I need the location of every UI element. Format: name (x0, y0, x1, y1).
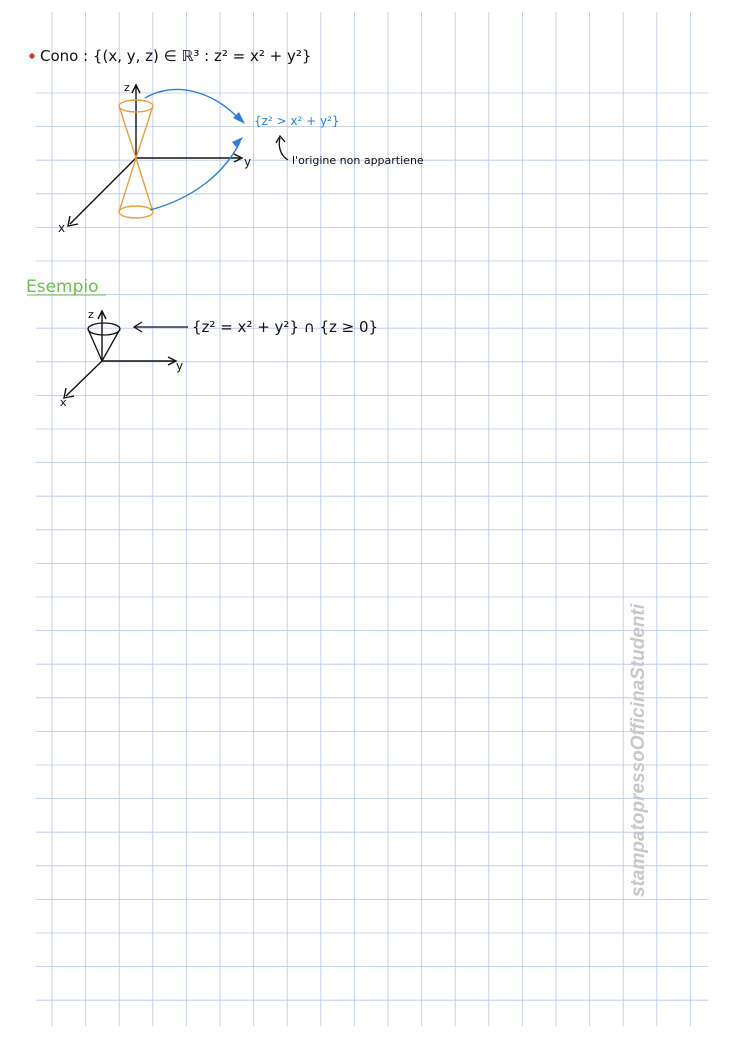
axis-x-label-2: x (60, 396, 67, 409)
axis-z-label-1: z (124, 81, 130, 94)
half-cone-axes (64, 311, 176, 398)
cone-heading: Cono : {(x, y, z) ∈ ℝ³ : z² = x² + y²} (40, 47, 312, 65)
axis-y-label-1: y (244, 155, 252, 169)
half-cone-shape (88, 323, 120, 361)
bullet-dot (29, 53, 34, 58)
interior-arrows (145, 89, 240, 210)
example-formula: {z² = x² + y²} ∩ {z ≥ 0} (192, 318, 379, 336)
origin-note: l'origine non appartiene (292, 154, 424, 167)
axis-z-label-2: z (88, 308, 94, 321)
axis-y-label-2: y (176, 359, 184, 373)
cone-axes-diagram (68, 85, 242, 226)
note-pointer-arrow (276, 136, 288, 160)
example-title: Esempio (26, 277, 99, 297)
arrow-head-lower (232, 137, 243, 148)
interior-region-label: {z² > x² + y²} (254, 114, 340, 128)
formula-pointer-arrow (134, 322, 188, 332)
axis-x-label-1: x (58, 221, 66, 235)
watermark-text: stampatopressoOfficinaStudenti (628, 603, 649, 897)
